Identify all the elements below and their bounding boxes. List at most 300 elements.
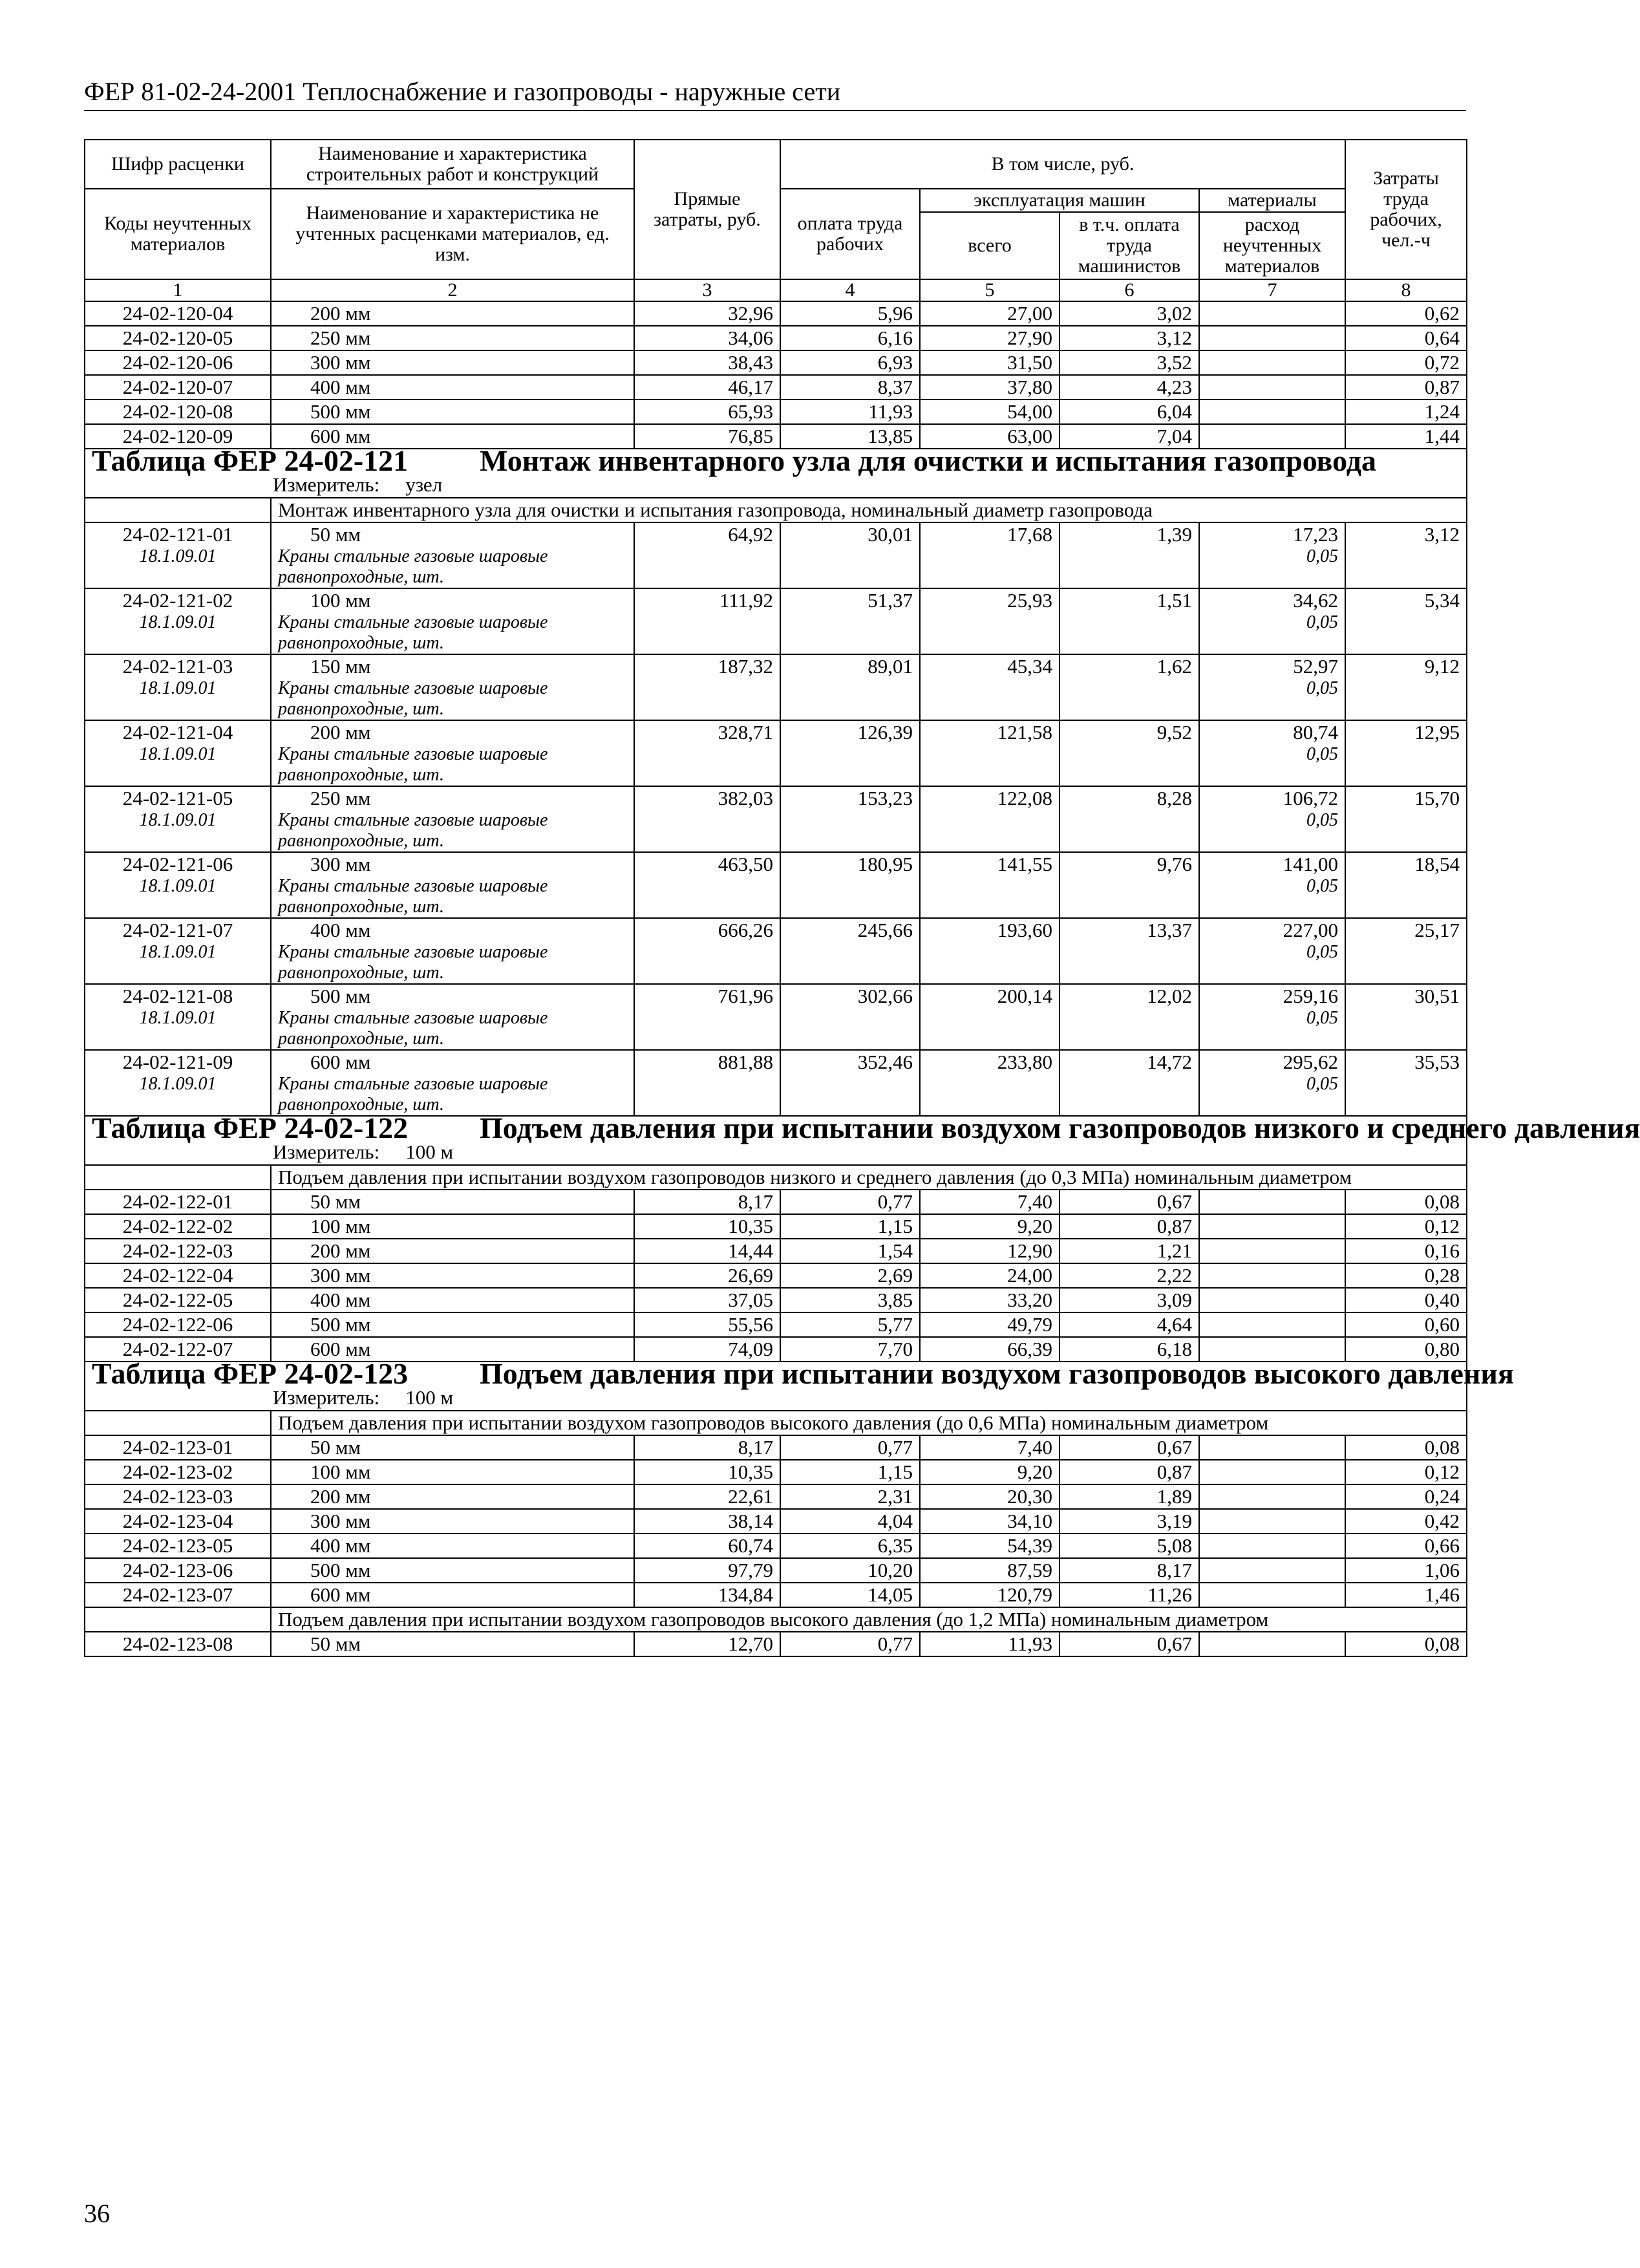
rate-value: 25,93 — [920, 588, 1060, 654]
rate-value: 14,05 — [780, 1583, 920, 1607]
rate-name: 250 мм — [271, 326, 634, 350]
materials-cell — [1199, 720, 1345, 786]
rate-value: 64,92 — [634, 522, 780, 588]
rate-value: 49,79 — [920, 1312, 1060, 1337]
col-code-bottom: Коды неучтенных материалов — [85, 189, 271, 279]
rate-value: 881,88 — [634, 1050, 780, 1116]
materials-value: 141,00 — [1283, 853, 1339, 875]
table-row — [85, 326, 1467, 350]
rate-value — [1199, 1312, 1345, 1337]
materials-cell — [1199, 1050, 1345, 1116]
material-code: 18.1.09.01 — [139, 1008, 217, 1028]
rate-value — [1199, 1435, 1345, 1460]
rate-value: 33,20 — [920, 1288, 1060, 1312]
labor-value: 15,70 — [1345, 786, 1467, 852]
description-row — [85, 1165, 1467, 1190]
rate-name: 50 мм — [271, 1435, 634, 1460]
table-row — [85, 1435, 1467, 1460]
rate-name: 100 мм — [271, 1214, 634, 1239]
rate-value: 0,77 — [780, 1632, 920, 1656]
rate-name: 300 мм — [310, 853, 371, 875]
rate-value: 0,64 — [1345, 326, 1467, 350]
rate-value: 34,10 — [920, 1509, 1060, 1534]
rate-value: 20,30 — [920, 1484, 1060, 1509]
column-number: 6 — [1060, 279, 1199, 301]
rate-value: 30,01 — [780, 522, 920, 588]
rate-value: 0,87 — [1060, 1460, 1199, 1484]
rate-value: 0,16 — [1345, 1239, 1467, 1263]
rate-name: 300 мм — [271, 350, 634, 375]
column-number: 1 — [85, 279, 271, 301]
rate-value: 14,72 — [1060, 1050, 1199, 1116]
labor-value: 12,95 — [1345, 720, 1467, 786]
col-name-top: Наименование и характеристика строительных работ и конструкций — [271, 140, 634, 189]
rate-value: 76,85 — [634, 424, 780, 449]
rate-value — [1199, 350, 1345, 375]
table-row — [85, 852, 1467, 918]
rate-value: 9,76 — [1060, 852, 1199, 918]
rate-value: 0,12 — [1345, 1214, 1467, 1239]
materials-value: 17,23 — [1293, 523, 1339, 546]
material-name-cont: равнопроходные, шт. — [278, 1029, 444, 1049]
rate-code: 24-02-122-05 — [85, 1288, 271, 1312]
rate-name: 50 мм — [271, 1190, 634, 1214]
rate-code: 24-02-123-06 — [85, 1558, 271, 1583]
rate-value — [1199, 1288, 1345, 1312]
empty-cell — [85, 498, 271, 522]
rate-value: 141,55 — [920, 852, 1060, 918]
rate-code: 24-02-120-06 — [85, 350, 271, 375]
table-title-row — [85, 1116, 1467, 1165]
material-code: 18.1.09.01 — [139, 876, 217, 896]
rate-name: 300 мм — [271, 1263, 634, 1288]
rate-value: 3,52 — [1060, 350, 1199, 375]
rate-value: 6,35 — [780, 1534, 920, 1558]
rate-value: 12,90 — [920, 1239, 1060, 1263]
rate-name: 500 мм — [271, 1312, 634, 1337]
rate-code: 24-02-121-04 — [122, 721, 233, 744]
rate-value: 0,80 — [1345, 1337, 1467, 1362]
material-code: 18.1.09.01 — [139, 546, 217, 566]
rate-value — [1199, 301, 1345, 326]
rate-value: 126,39 — [780, 720, 920, 786]
col-mach-total: всего — [920, 212, 1060, 279]
rate-code: 24-02-123-04 — [85, 1509, 271, 1534]
rate-value — [1199, 1190, 1345, 1214]
rate-value: 666,26 — [634, 918, 780, 984]
rate-value: 153,23 — [780, 786, 920, 852]
materials-cell — [1199, 654, 1345, 720]
rate-name: 400 мм — [310, 919, 371, 941]
material-name-cont: равнопроходные, шт. — [278, 699, 444, 719]
rate-code: 24-02-123-07 — [85, 1583, 271, 1607]
table-row — [85, 918, 1467, 984]
unit-value: узел — [405, 473, 443, 496]
material-name: Краны стальные газовые шаровые — [278, 810, 548, 830]
rate-value — [1199, 1558, 1345, 1583]
rate-value: 0,08 — [1345, 1632, 1467, 1656]
rate-value — [1199, 1460, 1345, 1484]
rate-value: 245,66 — [780, 918, 920, 984]
rate-value: 1,62 — [1060, 654, 1199, 720]
rate-value: 1,54 — [780, 1239, 920, 1263]
table-row — [85, 1583, 1467, 1607]
rate-value: 0,62 — [1345, 301, 1467, 326]
rate-value: 0,67 — [1060, 1190, 1199, 1214]
rate-value: 352,46 — [780, 1050, 920, 1116]
materials-cell — [1199, 984, 1345, 1050]
rate-code-cell — [85, 918, 271, 984]
rate-value — [1199, 326, 1345, 350]
rate-value: 1,46 — [1345, 1583, 1467, 1607]
rate-value: 37,80 — [920, 375, 1060, 400]
rate-code-cell — [85, 720, 271, 786]
rate-value: 382,03 — [634, 786, 780, 852]
material-code: 18.1.09.01 — [139, 744, 217, 764]
table-row — [85, 1558, 1467, 1583]
rate-value: 1,15 — [780, 1214, 920, 1239]
table-row — [85, 1632, 1467, 1656]
rate-code: 24-02-121-01 — [122, 523, 233, 546]
rate-value: 0,87 — [1345, 375, 1467, 400]
page-header: ФЕР 81-02-24-2001 Теплоснабжение и газопроводы - наружные сети — [84, 76, 1466, 111]
rate-value: 0,08 — [1345, 1435, 1467, 1460]
materials-cell — [1199, 852, 1345, 918]
rate-code-cell — [85, 522, 271, 588]
rate-value: 7,40 — [920, 1190, 1060, 1214]
rate-value: 38,43 — [634, 350, 780, 375]
col-mach-wage: в т.ч. оплата труда машинистов — [1060, 212, 1199, 279]
rate-value: 10,35 — [634, 1460, 780, 1484]
material-usage: 0,05 — [1306, 876, 1339, 896]
rate-value: 1,06 — [1345, 1558, 1467, 1583]
rate-code: 24-02-120-08 — [85, 400, 271, 424]
rate-value: 8,17 — [634, 1435, 780, 1460]
rate-value: 38,14 — [634, 1509, 780, 1534]
rate-value: 9,20 — [920, 1214, 1060, 1239]
material-name-cont: равнопроходные, шт. — [278, 831, 444, 851]
rate-value — [1199, 1632, 1345, 1656]
rate-value: 2,69 — [780, 1263, 920, 1288]
rate-value: 3,12 — [1060, 326, 1199, 350]
table-row — [85, 1484, 1467, 1509]
work-description: Подъем давления при испытании воздухом газопроводов высокого давления (до 0,6 МПа) номинальным диаметром — [271, 1411, 1467, 1435]
rate-value: 0,60 — [1345, 1312, 1467, 1337]
material-code: 18.1.09.01 — [139, 1074, 217, 1094]
rate-value: 7,40 — [920, 1435, 1060, 1460]
table-row — [85, 1534, 1467, 1558]
col-mat-usage: расход неучтенных материалов — [1199, 212, 1345, 279]
material-name: Краны стальные газовые шаровые — [278, 744, 548, 764]
material-code: 18.1.09.01 — [139, 810, 217, 830]
rate-code: 24-02-120-07 — [85, 375, 271, 400]
table-row — [85, 1288, 1467, 1312]
material-name: Краны стальные газовые шаровые — [278, 546, 548, 566]
unit-value: 100 м — [405, 1386, 454, 1409]
rate-value: 200,14 — [920, 984, 1060, 1050]
rate-value — [1199, 1214, 1345, 1239]
rate-value: 10,20 — [780, 1558, 920, 1583]
rate-code-cell — [85, 852, 271, 918]
table-row — [85, 375, 1467, 400]
table-row — [85, 1312, 1467, 1337]
table-row — [85, 1460, 1467, 1484]
material-name: Краны стальные газовые шаровые — [278, 1074, 548, 1094]
material-name-cont: равнопроходные, шт. — [278, 963, 444, 983]
table-heading: Монтаж инвентарного узла для очистки и испытания газопровода — [480, 444, 1377, 477]
work-description: Подъем давления при испытании воздухом газопроводов низкого и среднего давления (до 0,3 МПа) номинальным диаметром — [271, 1165, 1467, 1190]
column-number: 7 — [1199, 279, 1345, 301]
rate-value: 2,22 — [1060, 1263, 1199, 1288]
materials-value: 106,72 — [1283, 787, 1339, 809]
rate-value: 32,96 — [634, 301, 780, 326]
rate-value: 24,00 — [920, 1263, 1060, 1288]
page-number: 36 — [84, 2199, 110, 2228]
materials-cell — [1199, 588, 1345, 654]
rate-value: 1,21 — [1060, 1239, 1199, 1263]
rate-value: 7,70 — [780, 1337, 920, 1362]
rate-value: 4,23 — [1060, 375, 1199, 400]
rate-value: 122,08 — [920, 786, 1060, 852]
rate-name: 600 мм — [271, 1583, 634, 1607]
material-usage: 0,05 — [1306, 942, 1339, 962]
labor-value: 35,53 — [1345, 1050, 1467, 1116]
table-label: Таблица ФЕР 24-02-122 — [92, 1111, 409, 1144]
table-row — [85, 654, 1467, 720]
labor-value: 3,12 — [1345, 522, 1467, 588]
rate-value: 1,89 — [1060, 1484, 1199, 1509]
rate-value: 12,70 — [634, 1632, 780, 1656]
price-table — [84, 139, 1640, 1657]
rate-value — [1199, 1509, 1345, 1534]
material-name: Краны стальные газовые шаровые — [278, 942, 548, 962]
work-description: Подъем давления при испытании воздухом газопроводов высокого давления (до 1,2 МПа) номинальным диаметром — [271, 1607, 1467, 1632]
material-usage: 0,05 — [1306, 546, 1339, 566]
rate-value: 5,96 — [780, 301, 920, 326]
rate-value: 13,37 — [1060, 918, 1199, 984]
rate-code: 24-02-123-03 — [85, 1484, 271, 1509]
rate-value: 0,72 — [1345, 350, 1467, 375]
material-usage: 0,05 — [1306, 1074, 1339, 1094]
rate-value: 65,93 — [634, 400, 780, 424]
rate-code: 24-02-123-01 — [85, 1435, 271, 1460]
rate-value: 6,93 — [780, 350, 920, 375]
rate-value: 761,96 — [634, 984, 780, 1050]
table-row — [85, 786, 1467, 852]
rate-name-cell — [271, 852, 634, 918]
rate-name-cell — [271, 918, 634, 984]
materials-cell — [1199, 918, 1345, 984]
column-number: 4 — [780, 279, 920, 301]
rate-name: 600 мм — [271, 424, 634, 449]
rate-value: 0,42 — [1345, 1509, 1467, 1534]
material-usage: 0,05 — [1306, 744, 1339, 764]
unit-label: Измеритель: — [273, 473, 380, 496]
materials-value: 227,00 — [1283, 919, 1339, 941]
rate-value: 0,24 — [1345, 1484, 1467, 1509]
rate-value — [1199, 375, 1345, 400]
rate-value: 66,39 — [920, 1337, 1060, 1362]
rate-value: 5,08 — [1060, 1534, 1199, 1558]
materials-value: 52,97 — [1293, 655, 1339, 678]
rate-name-cell — [271, 588, 634, 654]
rate-code: 24-02-121-08 — [122, 985, 233, 1007]
table-title — [85, 444, 1467, 498]
materials-value: 295,62 — [1283, 1051, 1339, 1073]
rate-name-cell — [271, 984, 634, 1050]
rate-name: 400 мм — [271, 1288, 634, 1312]
work-description: Монтаж инвентарного узла для очистки и испытания газопровода, номинальный диаметр газопровода — [271, 498, 1467, 522]
rate-code: 24-02-123-08 — [85, 1632, 271, 1656]
rate-value: 3,85 — [780, 1288, 920, 1312]
table-heading: Подъем давления при испытании воздухом газопроводов высокого давления — [480, 1357, 1514, 1390]
rate-code-cell — [85, 588, 271, 654]
rate-code: 24-02-121-02 — [122, 589, 233, 612]
description-row — [85, 1411, 1467, 1435]
material-name-cont: равнопроходные, шт. — [278, 765, 444, 785]
rate-value — [1199, 400, 1345, 424]
material-code: 18.1.09.01 — [139, 612, 217, 632]
column-number: 8 — [1345, 279, 1467, 301]
material-name-cont: равнопроходные, шт. — [278, 567, 444, 587]
rate-value: 8,17 — [634, 1190, 780, 1214]
rate-value: 0,66 — [1345, 1534, 1467, 1558]
rate-name: 400 мм — [271, 375, 634, 400]
rate-name-cell — [271, 654, 634, 720]
col-wage: оплата труда рабочих — [780, 189, 920, 279]
rate-value: 0,40 — [1345, 1288, 1467, 1312]
material-usage: 0,05 — [1306, 1008, 1339, 1028]
material-name: Краны стальные газовые шаровые — [278, 612, 548, 632]
rate-code: 24-02-122-07 — [85, 1337, 271, 1362]
rate-value: 1,39 — [1060, 522, 1199, 588]
rate-value: 74,09 — [634, 1337, 780, 1362]
rate-value: 9,52 — [1060, 720, 1199, 786]
rate-value: 111,92 — [634, 588, 780, 654]
rate-value: 4,04 — [780, 1509, 920, 1534]
rate-code: 24-02-121-09 — [122, 1051, 233, 1073]
table-row — [85, 1239, 1467, 1263]
materials-cell — [1199, 786, 1345, 852]
rate-name-cell — [271, 522, 634, 588]
rate-value: 14,44 — [634, 1239, 780, 1263]
rate-code: 24-02-122-06 — [85, 1312, 271, 1337]
column-numbers-row — [85, 279, 1467, 301]
rate-value: 34,06 — [634, 326, 780, 350]
table-label: Таблица ФЕР 24-02-123 — [92, 1357, 409, 1390]
rate-value: 7,04 — [1060, 424, 1199, 449]
col-machines: эксплуатация машин — [920, 189, 1199, 212]
col-code-top: Шифр расценки — [85, 140, 271, 189]
materials-value: 259,16 — [1283, 985, 1339, 1007]
description-row — [85, 1607, 1467, 1632]
materials-cell — [1199, 522, 1345, 588]
rate-value: 3,19 — [1060, 1509, 1199, 1534]
rate-name: 200 мм — [271, 1239, 634, 1263]
rate-code: 24-02-122-01 — [85, 1190, 271, 1214]
rate-value: 4,64 — [1060, 1312, 1199, 1337]
rate-name: 600 мм — [310, 1051, 371, 1073]
rate-name: 500 мм — [271, 1558, 634, 1583]
rate-value: 10,35 — [634, 1214, 780, 1239]
description-row — [85, 498, 1467, 522]
rate-name: 50 мм — [310, 523, 361, 546]
rate-code: 24-02-120-09 — [85, 424, 271, 449]
rate-name: 150 мм — [310, 655, 371, 678]
rate-name: 50 мм — [271, 1632, 634, 1656]
empty-cell — [85, 1165, 271, 1190]
rate-code: 24-02-121-06 — [122, 853, 233, 875]
rate-name-cell — [271, 1050, 634, 1116]
rate-name: 100 мм — [271, 1460, 634, 1484]
rate-value: 233,80 — [920, 1050, 1060, 1116]
rate-value: 1,15 — [780, 1460, 920, 1484]
col-name-bottom: Наименование и характеристика не учтенных расценками материалов, ед. изм. — [271, 189, 634, 279]
rate-code: 24-02-121-05 — [122, 787, 233, 809]
rate-name: 300 мм — [271, 1509, 634, 1534]
rate-name: 400 мм — [271, 1534, 634, 1558]
rate-value — [1199, 1534, 1345, 1558]
material-code: 18.1.09.01 — [139, 942, 217, 962]
rate-value: 3,02 — [1060, 301, 1199, 326]
rate-value: 5,77 — [780, 1312, 920, 1337]
table-title-row — [85, 1362, 1467, 1411]
material-code: 18.1.09.01 — [139, 678, 217, 698]
table-row — [85, 588, 1467, 654]
labor-value: 5,34 — [1345, 588, 1467, 654]
rate-value: 54,00 — [920, 400, 1060, 424]
table-row — [85, 301, 1467, 326]
table-label: Таблица ФЕР 24-02-121 — [92, 444, 409, 477]
material-name-cont: равнопроходные, шт. — [278, 633, 444, 653]
material-name-cont: равнопроходные, шт. — [278, 1095, 444, 1115]
rate-value: 3,09 — [1060, 1288, 1199, 1312]
rate-value: 11,26 — [1060, 1583, 1199, 1607]
rate-value: 0,08 — [1345, 1190, 1467, 1214]
material-name-cont: равнопроходные, шт. — [278, 897, 444, 917]
rate-name: 600 мм — [271, 1337, 634, 1362]
rate-value — [1199, 1583, 1345, 1607]
table-row — [85, 984, 1467, 1050]
rate-code-cell — [85, 984, 271, 1050]
material-name: Краны стальные газовые шаровые — [278, 678, 548, 698]
rate-value: 193,60 — [920, 918, 1060, 984]
column-number: 2 — [271, 279, 634, 301]
rate-value: 27,00 — [920, 301, 1060, 326]
unit-value: 100 м — [405, 1140, 454, 1163]
rate-name: 200 мм — [271, 1484, 634, 1509]
rate-code: 24-02-122-04 — [85, 1263, 271, 1288]
labor-value: 30,51 — [1345, 984, 1467, 1050]
table-row — [85, 720, 1467, 786]
rate-name-cell — [271, 786, 634, 852]
col-direct: Прямые затраты, руб. — [634, 140, 780, 279]
material-usage: 0,05 — [1306, 612, 1339, 632]
materials-value: 34,62 — [1293, 589, 1339, 612]
empty-cell — [85, 1411, 271, 1435]
rate-value: 0,67 — [1060, 1435, 1199, 1460]
rate-value: 1,44 — [1345, 424, 1467, 449]
rate-value: 87,59 — [920, 1558, 1060, 1583]
rate-value: 0,28 — [1345, 1263, 1467, 1288]
rate-code: 24-02-123-02 — [85, 1460, 271, 1484]
table-row — [85, 350, 1467, 375]
rate-value: 60,74 — [634, 1534, 780, 1558]
rate-value — [1199, 1263, 1345, 1288]
labor-value: 25,17 — [1345, 918, 1467, 984]
col-incl: В том числе, руб. — [780, 140, 1345, 189]
rate-value: 8,17 — [1060, 1558, 1199, 1583]
